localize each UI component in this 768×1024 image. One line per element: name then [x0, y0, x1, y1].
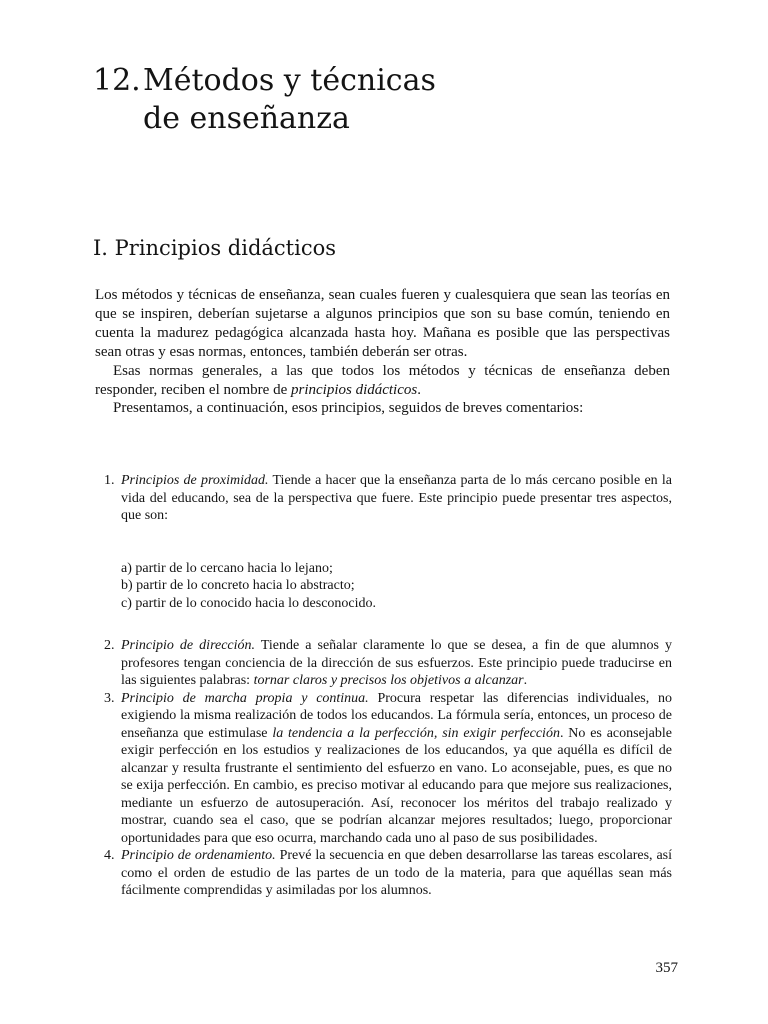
- aspect-item-c: c) partir de lo conocido hacia lo desconocido.: [121, 595, 377, 611]
- spacer: [104, 612, 672, 637]
- principles-list: [104, 472, 672, 900]
- principle-text: Tiende a señalar claramente lo que se desea, a fin de que alumnos y profesores tengan conciencia de la dirección de sus esfuerzos. Este principio puede traducirse en las siguientes palabras:: [121, 638, 672, 688]
- intro-paragraph-2-end: .: [417, 381, 421, 398]
- proximity-aspects-list: [104, 560, 672, 613]
- intro-text: [95, 286, 670, 418]
- principle-item-3: [104, 690, 672, 848]
- principle-number: 1.: [104, 473, 115, 488]
- section-title: I. Principios didácticos: [93, 236, 337, 260]
- principle-text: Procura respetar las diferencias individuales, no exigiendo la misma realización de todos los educandos. La fórmula sería, entonces, un proceso de enseñanza que estimulase: [121, 690, 672, 741]
- chapter-title: [93, 62, 436, 138]
- aspect-item-b: b) partir de lo concreto hacia lo abstracto;: [121, 578, 355, 593]
- principle-name: Principio de marcha propia y continua.: [121, 690, 369, 706]
- intro-paragraph-2-term: principios didácticos: [290, 381, 418, 398]
- principle-emphasis: tornar claros y precisos los objetivos a alcanzar: [253, 673, 524, 688]
- principle-item-1: [104, 472, 672, 525]
- aspect-item-a: a) partir de lo cercano hacia lo lejano;: [121, 560, 333, 576]
- principle-text-end: .: [523, 673, 528, 688]
- principle-emphasis: la tendencia a la perfección, sin exigir perfección: [272, 725, 560, 741]
- chapter-number: 12.: [93, 63, 141, 98]
- chapter-title-line-1: Métodos y técnicas: [143, 63, 436, 98]
- intro-paragraph-1: Los métodos y técnicas de enseñanza, sean cuales fueren y cualesquiera que sean las teorías en que se inspiren, deberían sujetarse a algunos principios que son su base común, teniendo en cuenta la madurez pedagógica alcanzada hasta hoy. Mañana es posible que las perspectivas sean otras y esas normas, entonces, también deberán ser otras.: [95, 287, 670, 360]
- principle-name: Principio de ordenamiento.: [121, 848, 276, 863]
- principle-text: Tiende a hacer que la enseñanza parta de lo más cercano posible en la vida del educando, sea de la perspectiva que fuere. Este principio puede presentar tres aspectos, que son:: [121, 473, 673, 523]
- intro-paragraph-2-text: Esas normas generales, a las que todos los métodos y técnicas de enseñanza deben responder, reciben el nombre de: [95, 362, 670, 398]
- principle-item-4: [104, 847, 672, 900]
- spacer: [104, 525, 672, 560]
- principle-text: Prevé la secuencia en que deben desarrollarse las tareas escolares, así como el orden de estudio de las partes de un todo de la materia, para que aquéllas sean más fácilmente comprendidas y asimiladas por los alumnos.: [121, 848, 673, 898]
- principle-number: 3.: [104, 690, 115, 706]
- principle-number: 4.: [104, 848, 115, 863]
- intro-paragraph-3: Presentamos, a continuación, esos principios, seguidos de breves comentarios:: [113, 400, 584, 417]
- principle-item-2: [104, 637, 672, 690]
- principle-text-continued: . No es aconsejable exigir perfección en los estudios y realizaciones de los educandos, ya que aquélla es difícil de alcanzar y resulta frustrante el sentimiento del esfuerzo en vano. Lo aconsejable, pues, es que no se exija perfección. En cambio, es preciso motivar al educando para que mejore sus realizaciones, mediante un esfuerzo de autosuperación. Así, reconocer los méritos del trabajo realizado y mostrar, cuando sea el caso, que se podrían alcanzar mejores resultados; luego, proporcionar oportunidades para que eso ocurra, marchando cada uno al paso de sus posibilidades.: [121, 725, 672, 846]
- principle-number: 2.: [104, 638, 115, 653]
- page-number: 357: [655, 960, 678, 976]
- chapter-title-line-2: de enseñanza: [143, 101, 350, 136]
- principle-name: Principio de dirección.: [121, 638, 256, 653]
- intro-paragraph-2: [95, 362, 670, 400]
- principle-name: Principios de proximidad.: [121, 473, 269, 488]
